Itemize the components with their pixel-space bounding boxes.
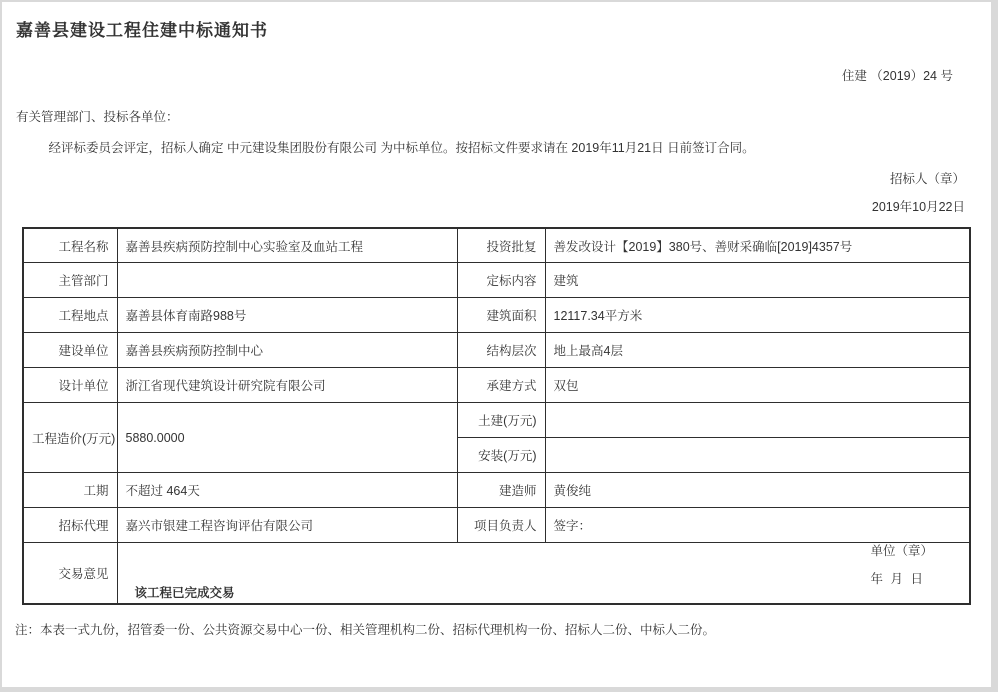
project-manager-value: 签字： [545,508,970,543]
tenderer-seal-line: 招标人（章） [889,171,965,186]
bidding-agent-label: 招标代理 [23,508,117,543]
project-name-value: 嘉善县疾病预防控制中心实验室及血站工程 [117,228,457,263]
installation-value [545,438,970,473]
duration-value: 不超过 464天 [117,473,457,508]
table-row-supervising-dept [23,263,970,298]
structure-levels-value: 地上最高4层 [545,333,970,368]
floor-area-value: 12117.34平方米 [545,298,970,333]
civil-works-value [545,403,970,438]
project-manager-label: 项目负责人 [457,508,545,543]
construction-unit-value: 嘉善县疾病预防控制中心 [117,333,457,368]
builder-value: 黄俊纯 [545,473,970,508]
project-name-label: 工程名称 [23,228,117,263]
table-row-project-name [23,228,970,263]
table-row-project-cost [23,403,970,438]
investment-approval-label: 投资批复 [457,228,545,263]
document-number: 住建 （2019）24 号 [841,69,953,83]
investment-approval-value: 善发改设计【2019】380号、善财采确临[2019]4357号 [545,228,970,263]
project-cost-label: 工程造价(万元) [23,403,117,473]
installation-label: 安装(万元) [457,438,545,473]
design-unit-value: 浙江省现代建筑设计研究院有限公司 [117,368,457,403]
table-row-project-location [23,298,970,333]
contract-mode-label: 承建方式 [457,368,545,403]
project-cost-value: 5880.0000 [117,403,457,473]
supervising-dept-label: 主管部门 [23,263,117,298]
floor-area-label: 建筑面积 [457,298,545,333]
table-row-duration [23,473,970,508]
page-title: 嘉善县建设工程住建中标通知书 [16,21,268,40]
table-row-transaction-opinion [23,543,970,605]
contract-mode-value: 双包 [545,368,970,403]
award-form-table [22,227,971,606]
transaction-opinion-text: 该工程已完成交易 [134,586,235,601]
table-row-design-unit [23,368,970,403]
unit-seal-line: 单位（章） [870,544,933,559]
document-page [2,2,991,687]
supervising-dept-value [117,263,457,298]
builder-label: 建造师 [457,473,545,508]
award-content-value: 建筑 [545,263,970,298]
duration-label: 工期 [23,473,117,508]
design-unit-label: 设计单位 [23,368,117,403]
project-location-label: 工程地点 [23,298,117,333]
table-row-construction-unit [23,333,970,368]
body-paragraph: 经评标委员会评定，招标人确定 中元建设集团股份有限公司 为中标单位。按招标文件要求请在 2019年11月21日 日前签订合同。 [48,141,755,155]
award-content-label: 定标内容 [457,263,545,298]
greeting-line: 有关管理部门、投标各单位： [16,110,179,124]
table-row-bidding-agent [23,508,970,543]
project-location-value: 嘉善县体育南路988号 [117,298,457,333]
date-blank-line: 年 月 日 [870,572,925,587]
structure-levels-label: 结构层次 [457,333,545,368]
construction-unit-label: 建设单位 [23,333,117,368]
bidding-agent-value: 嘉兴市银建工程咨询评估有限公司 [117,508,457,543]
issue-date: 2019年10月22日 [871,199,965,214]
transaction-opinion-cell [117,543,970,605]
footnote: 注：本表一式九份，招管委一份、公共资源交易中心一份、相关管理机构二份、招标代理机构一份、招标人二份、中标人二份。 [15,623,716,638]
transaction-opinion-label: 交易意见 [23,543,117,605]
civil-works-label: 土建(万元) [457,403,545,438]
